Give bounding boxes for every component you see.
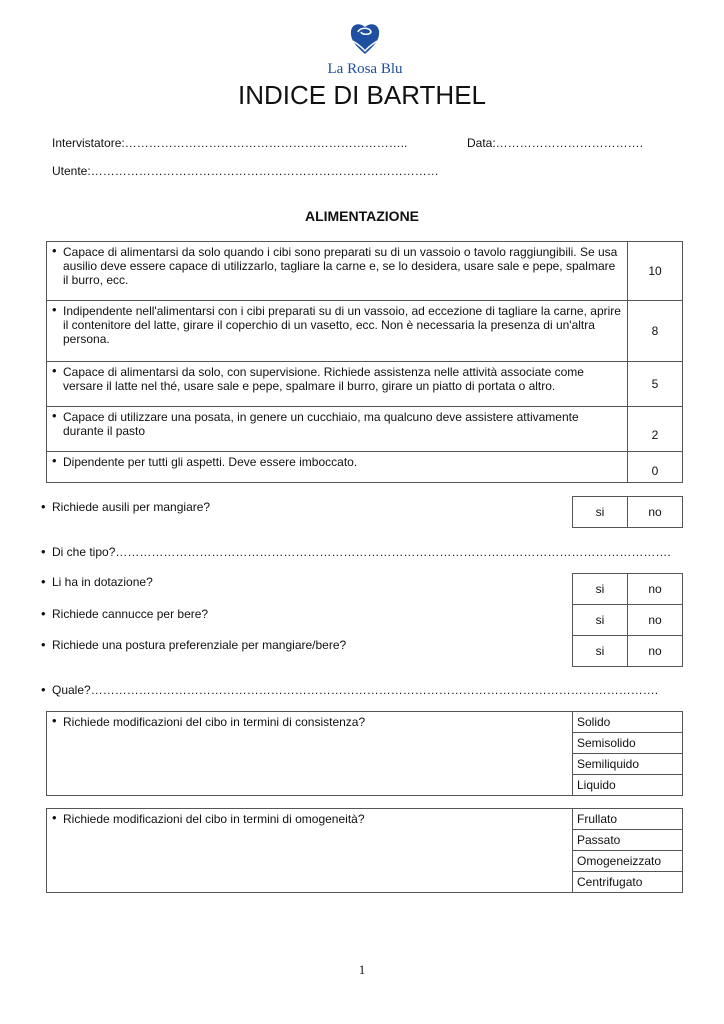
rose-heart-icon: [348, 20, 382, 56]
question-posture: • Richiede una postura preferenziale per mangiare/bere?: [52, 638, 346, 652]
option-homogenized[interactable]: Omogeneizzato: [573, 851, 683, 872]
option-semisolid[interactable]: Semisolido: [573, 733, 683, 754]
option-centrifuged[interactable]: Centrifugato: [573, 872, 683, 893]
section-heading: ALIMENTAZIONE: [304, 208, 420, 224]
patient-field[interactable]: Utente:……………………………………………………………………………: [52, 164, 439, 178]
score-description: • Capace di alimentarsi da solo quando i cibi sono preparati su di un vassoio o tavolo raggiungibili. Se usa ausilio deve essere capace di utilizzarlo, tagliare la carne e, se lo desidera, usare sale e pepe, spalmare il burro, ecc.: [47, 242, 628, 301]
page-number: 1: [358, 962, 366, 977]
table-row: [47, 407, 683, 452]
score-value[interactable]: 0: [628, 452, 683, 483]
question-type[interactable]: • Di che tipo?………………………………………………………………………………………………………………………….: [52, 545, 671, 559]
option-blended[interactable]: Frullato: [573, 809, 683, 830]
consistency-table: [46, 711, 683, 796]
no-option[interactable]: no: [628, 574, 683, 605]
interviewer-field[interactable]: Intervistatore:……………………………………………………………..: [52, 136, 408, 150]
homogeneity-question: • Richiede modificazioni del cibo in termini di omogeneità?: [47, 809, 573, 893]
option-mashed[interactable]: Passato: [573, 830, 683, 851]
yes-option[interactable]: si: [573, 574, 628, 605]
table-row: [47, 362, 683, 407]
table-row: [47, 301, 683, 362]
option-solid[interactable]: Solido: [573, 712, 683, 733]
consistency-question: • Richiede modificazioni del cibo in termini di consistenza?: [47, 712, 573, 796]
table-row: [47, 452, 683, 483]
no-option[interactable]: no: [628, 636, 683, 667]
homogeneity-table: [46, 808, 683, 893]
option-semiliquid[interactable]: Semiliquido: [573, 754, 683, 775]
yes-option[interactable]: si: [573, 497, 628, 528]
question-straws: • Richiede cannucce per bere?: [52, 607, 208, 621]
score-description: • Indipendente nell'alimentarsi con i cibi preparati su di un vassoio, ad eccezione di tagliare la carne, aprire il contenitore del latte, girare il coperchio di un vasetto, ecc. Non è necessaria la presenza di un'altra persona.: [47, 301, 628, 362]
date-field[interactable]: Data:……………………………….: [467, 136, 644, 150]
score-description: • Capace di alimentarsi da solo, con supervisione. Richiede assistenza nelle attività associate come versare il latte nel thé, usare sale e pepe, spalmare il burro, girare un piatto di portata o altro.: [47, 362, 628, 407]
no-option[interactable]: no: [628, 497, 683, 528]
no-option[interactable]: no: [628, 605, 683, 636]
yes-option[interactable]: si: [573, 636, 628, 667]
question-aids: • Richiede ausili per mangiare?: [52, 500, 210, 514]
option-liquid[interactable]: Liquido: [573, 775, 683, 796]
score-table: [46, 241, 683, 483]
table-row: [47, 242, 683, 301]
question-owned: • Li ha in dotazione?: [52, 575, 153, 589]
score-description: • Dipendente per tutti gli aspetti. Deve essere imboccato.: [47, 452, 628, 483]
score-value[interactable]: 2: [628, 407, 683, 452]
yes-option[interactable]: si: [573, 605, 628, 636]
page-title: INDICE DI BARTHEL: [237, 80, 486, 110]
score-description: • Capace di utilizzare una posata, in genere un cucchiaio, ma qualcuno deve assistere attivamente durante il pasto: [47, 407, 628, 452]
score-value[interactable]: 5: [628, 362, 683, 407]
question-which[interactable]: • Quale?…………………………………………………………………………………………………………………………….: [52, 683, 658, 697]
score-value[interactable]: 10: [628, 242, 683, 301]
yes-no-grid: [572, 573, 683, 667]
score-value[interactable]: 8: [628, 301, 683, 362]
logo: [322, 20, 408, 78]
aids-yes-no: [572, 496, 683, 528]
logo-text: La Rosa Blu: [327, 61, 403, 77]
